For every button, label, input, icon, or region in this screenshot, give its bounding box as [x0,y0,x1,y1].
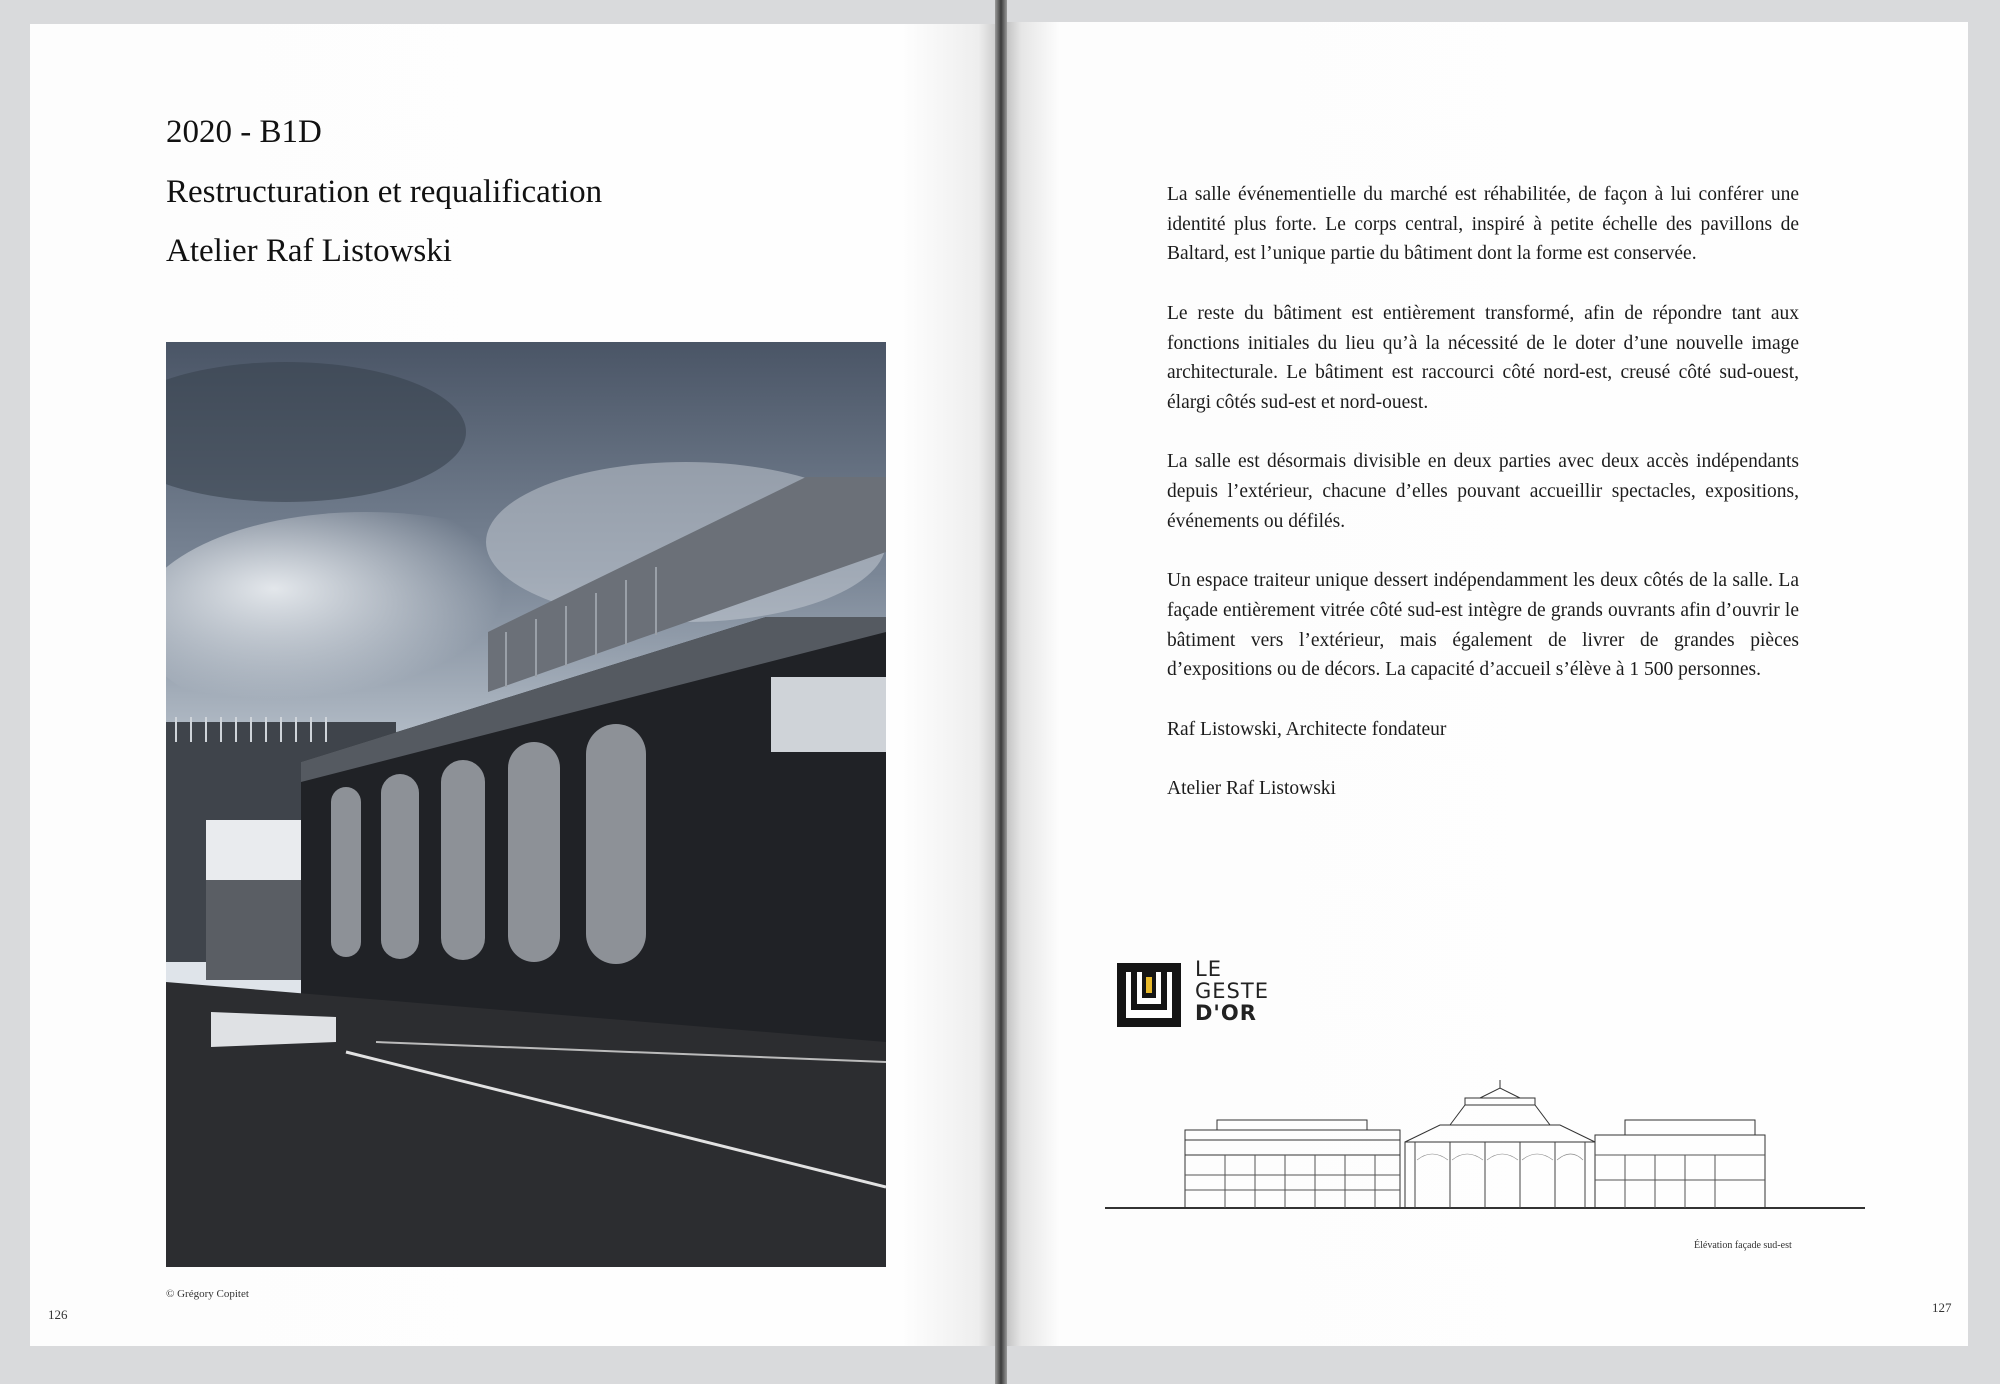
signature-studio: Atelier Raf Listowski [1167,777,1336,799]
page-number-right: 127 [1932,1300,1952,1315]
geste-dor-logo-icon [1117,963,1181,1027]
book-spine [995,0,1007,1384]
logo-wordmark [1195,958,1269,1024]
signature-name-role: Raf Listowski, Architecte fondateur [1167,718,1447,740]
drawing-caption: Élévation façade sud-est [1694,1240,1792,1251]
logo-line: GESTE [1195,979,1269,1003]
elevation-drawing [1105,1080,1865,1215]
paragraph: La salle événementielle du marché est réhabilitée, de façon à lui conférer une identité plus forte. Le corps central, inspiré à petite échelle des pavillons de Baltard, est l’unique partie du bâtiment dont la forme est conservée. [1167,184,1799,265]
paragraph: Un espace traiteur unique dessert indépendamment les deux côtés de la salle. La façade entièrement vitrée côté sud-est intègre de grands ouvrants afin d’ouvrir le bâtiment vers l’extérieur, mais également de livrer de grandes pièces d’expositions ou de décors. La capacité d’accueil s’élève à 1 500 personnes. [1167,570,1799,681]
project-year-code: 2020 - B1D [166,114,322,150]
project-studio: Atelier Raf Listowski [166,233,452,269]
logo-line: LE [1195,957,1222,981]
paragraph: La salle est désormais divisible en deux parties avec deux accès indépendants depuis l’extérieur, chacune d’elles pouvant accueillir spectacles, expositions, événements ou défilés. [1167,451,1799,532]
page-number-left: 126 [48,1307,68,1322]
paragraph: Le reste du bâtiment est entièrement transformé, afin de répondre tant aux fonctions initiales du lieu qu’à la nécessité de le doter d’une nouvelle image architecturale. Le bâtiment est raccourci côté nord-est, creusé côté sud-ouest, élargi côtés sud-est et nord-ouest. [1167,302,1799,413]
project-description [1167,180,1799,833]
logo-line: D'OR [1195,1001,1257,1025]
building-photo [166,342,886,1267]
photo-credit: © Grégory Copitet [166,1288,249,1300]
project-subtitle: Restructuration et requalification [166,174,603,210]
